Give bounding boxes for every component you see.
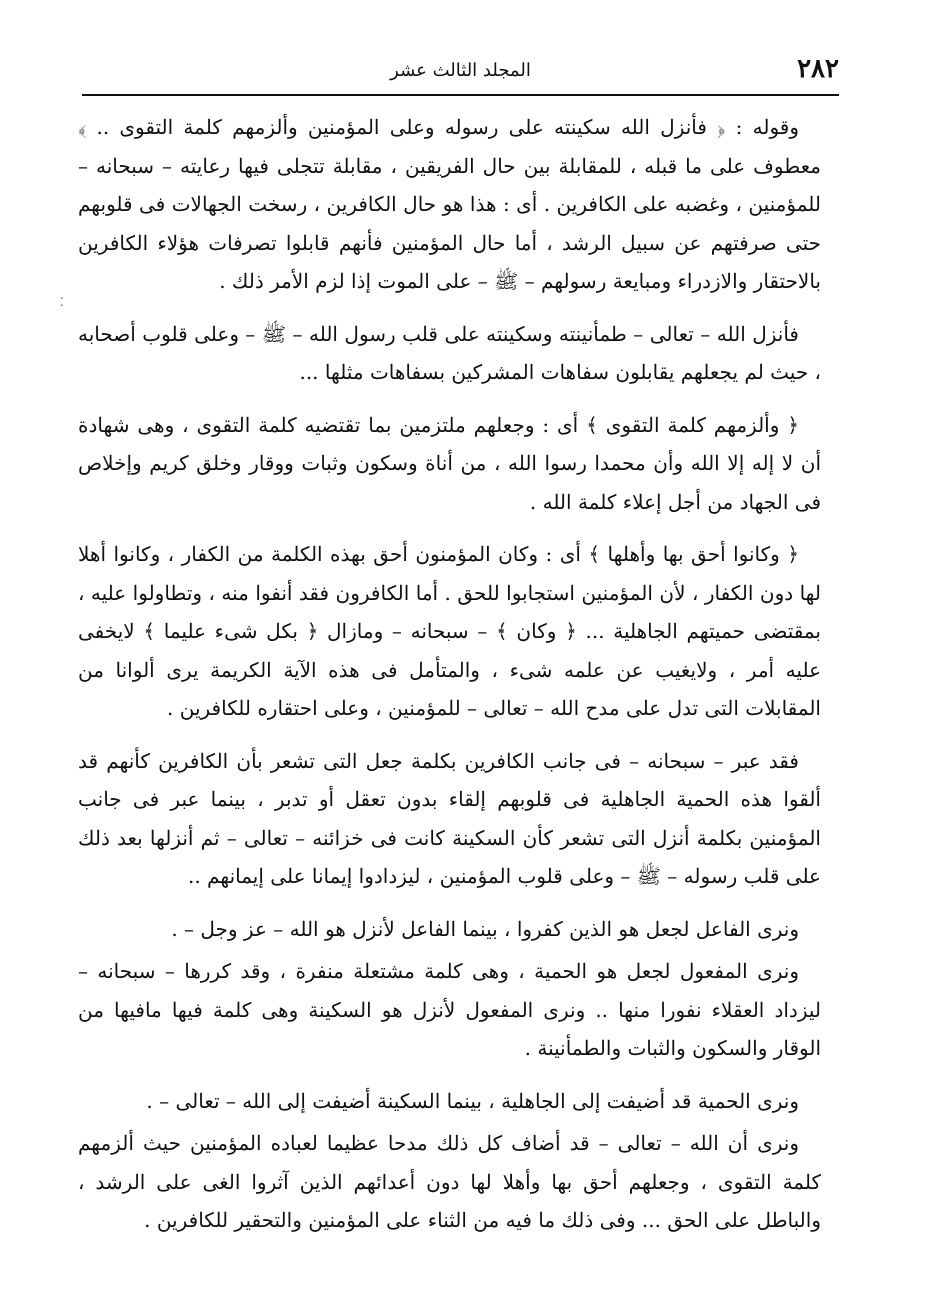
running-title: المجلد الثالث عشر bbox=[390, 60, 531, 81]
paragraph-5: فقد عبر – سبحانه – فى جانب الكافرين بكلمة جعل التى تشعر بأن الكافرين كأنهم قد ألقوا هذه الحمية الجاهلية فى قلوبهم إلقاء بدون تعقل أو تدبر ، بينما عبر فى جانب المؤمنين بكلمة أنزل التى تشعر كأن السكينة كانت فى خزائنه – تعالى – ثم أنزلها بعد ذلك على قلب رسوله – ﷺ – وعلى قلوب المؤمنين ، ليزدادوا إيمانا على إيمانهم .. bbox=[78, 748, 821, 888]
paragraph-8: ونرى الحمية قد أضيفت إلى الجاهلية ، بينما السكينة أضيفت إلى الله – تعالى – . bbox=[146, 1088, 799, 1113]
paragraph-4: ﴿ وكانوا أحق بها وأهلها ﴾ أى : وكان المؤمنون أحق بهذه الكلمة من الكفار ، وكانوا أهلا لها دون الكفار ، لأن المؤمنين استجابوا للحق . أما الكافرون فقد أنفوا منه ، وتطاولوا عليه ، بمقتضى حميتهم الجاهلية ... ﴿ وكان ﴾ – سبحانه – ومازال ﴿ بكل شىء عليما ﴾ لايخفى عليه أمر ، ولايغيب عن علمه شىء ، والمتأمل فى هذه الآية الكريمة يرى ألوانا من المقابلات التى تدل على مدح الله – تعالى – للمؤمنين ، وعلى احتقاره للكافرين . bbox=[78, 542, 821, 720]
paragraph-7: ونرى المفعول لجعل هو الحمية ، وهى كلمة مشتعلة منفرة ، وقد كررها – سبحانه – ليزداد العقلاء نفورا منها .. ونرى المفعول لأنزل هو السكينة وهى كلمة فيها مافيها من الوقار والسكون والثبات والطمأنينة . bbox=[78, 959, 821, 1060]
page-header bbox=[82, 50, 839, 94]
header-rule bbox=[82, 94, 839, 96]
paragraph-9: ونرى أن الله – تعالى – قد أضاف كل ذلك مدحا عظيما لعباده المؤمنين حيث ألزمهم كلمة التقوى ، وجعلهم أحق بها وأهلا لها دون أعدائهم الذين آثروا الغى على الرشد ، والباطل على الحق ... وفى ذلك ما فيه من الثناء على المؤمنين والتحقير للكافرين . bbox=[78, 1131, 821, 1232]
margin-mark: ⁚ bbox=[60, 295, 64, 309]
paragraph-6: ونرى الفاعل لجعل هو الذين كفروا ، بينما الفاعل لأنزل هو الله – عز وجل – . bbox=[171, 916, 799, 941]
paragraph-1: وقوله : ﴿ فأنزل الله سكينته على رسوله وعلى المؤمنين وألزمهم كلمة التقوى .. ﴾ معطوف على ما قبله ، للمقابلة بين حال الفريقين ، مقابلة تتجلى فيها رعايته – سبحانه – للمؤمنين ، وغضبه على الكافرين . أى : هذا هو حال الكافرين ، رسخت الجهالات فى قلوبهم حتى صرفتهم عن سبيل الرشد ، أما حال المؤمنين فأنهم قابلوا تصرفات هؤلاء الكافرين بالاحتقار والازدراء ومبايعة رسولهم – ﷺ – على الموت إذا لزم الأمر ذلك . bbox=[78, 115, 821, 293]
paragraph-2: فأنزل الله – تعالى – طمأنينته وسكينته على قلب رسول الله – ﷺ – وعلى قلوب أصحابه ، حيث لم يجعلهم يقابلون سفاهات المشركين بسفاهات مثلها ... bbox=[78, 321, 821, 384]
body-text bbox=[78, 108, 821, 1254]
paragraph-3: ﴿ وألزمهم كلمة التقوى ﴾ أى : وجعلهم ملتزمين بما تقتضيه كلمة التقوى ، وهى شهادة أن لا إله إلا الله وأن محمدا رسوا الله ، من أناة وسكون وثبات ووقار وخلق كريم وإخلاص فى الجهاد من أجل إعلاء كلمة الله . bbox=[78, 412, 821, 514]
page-number: ٢٨٢ bbox=[797, 54, 839, 84]
